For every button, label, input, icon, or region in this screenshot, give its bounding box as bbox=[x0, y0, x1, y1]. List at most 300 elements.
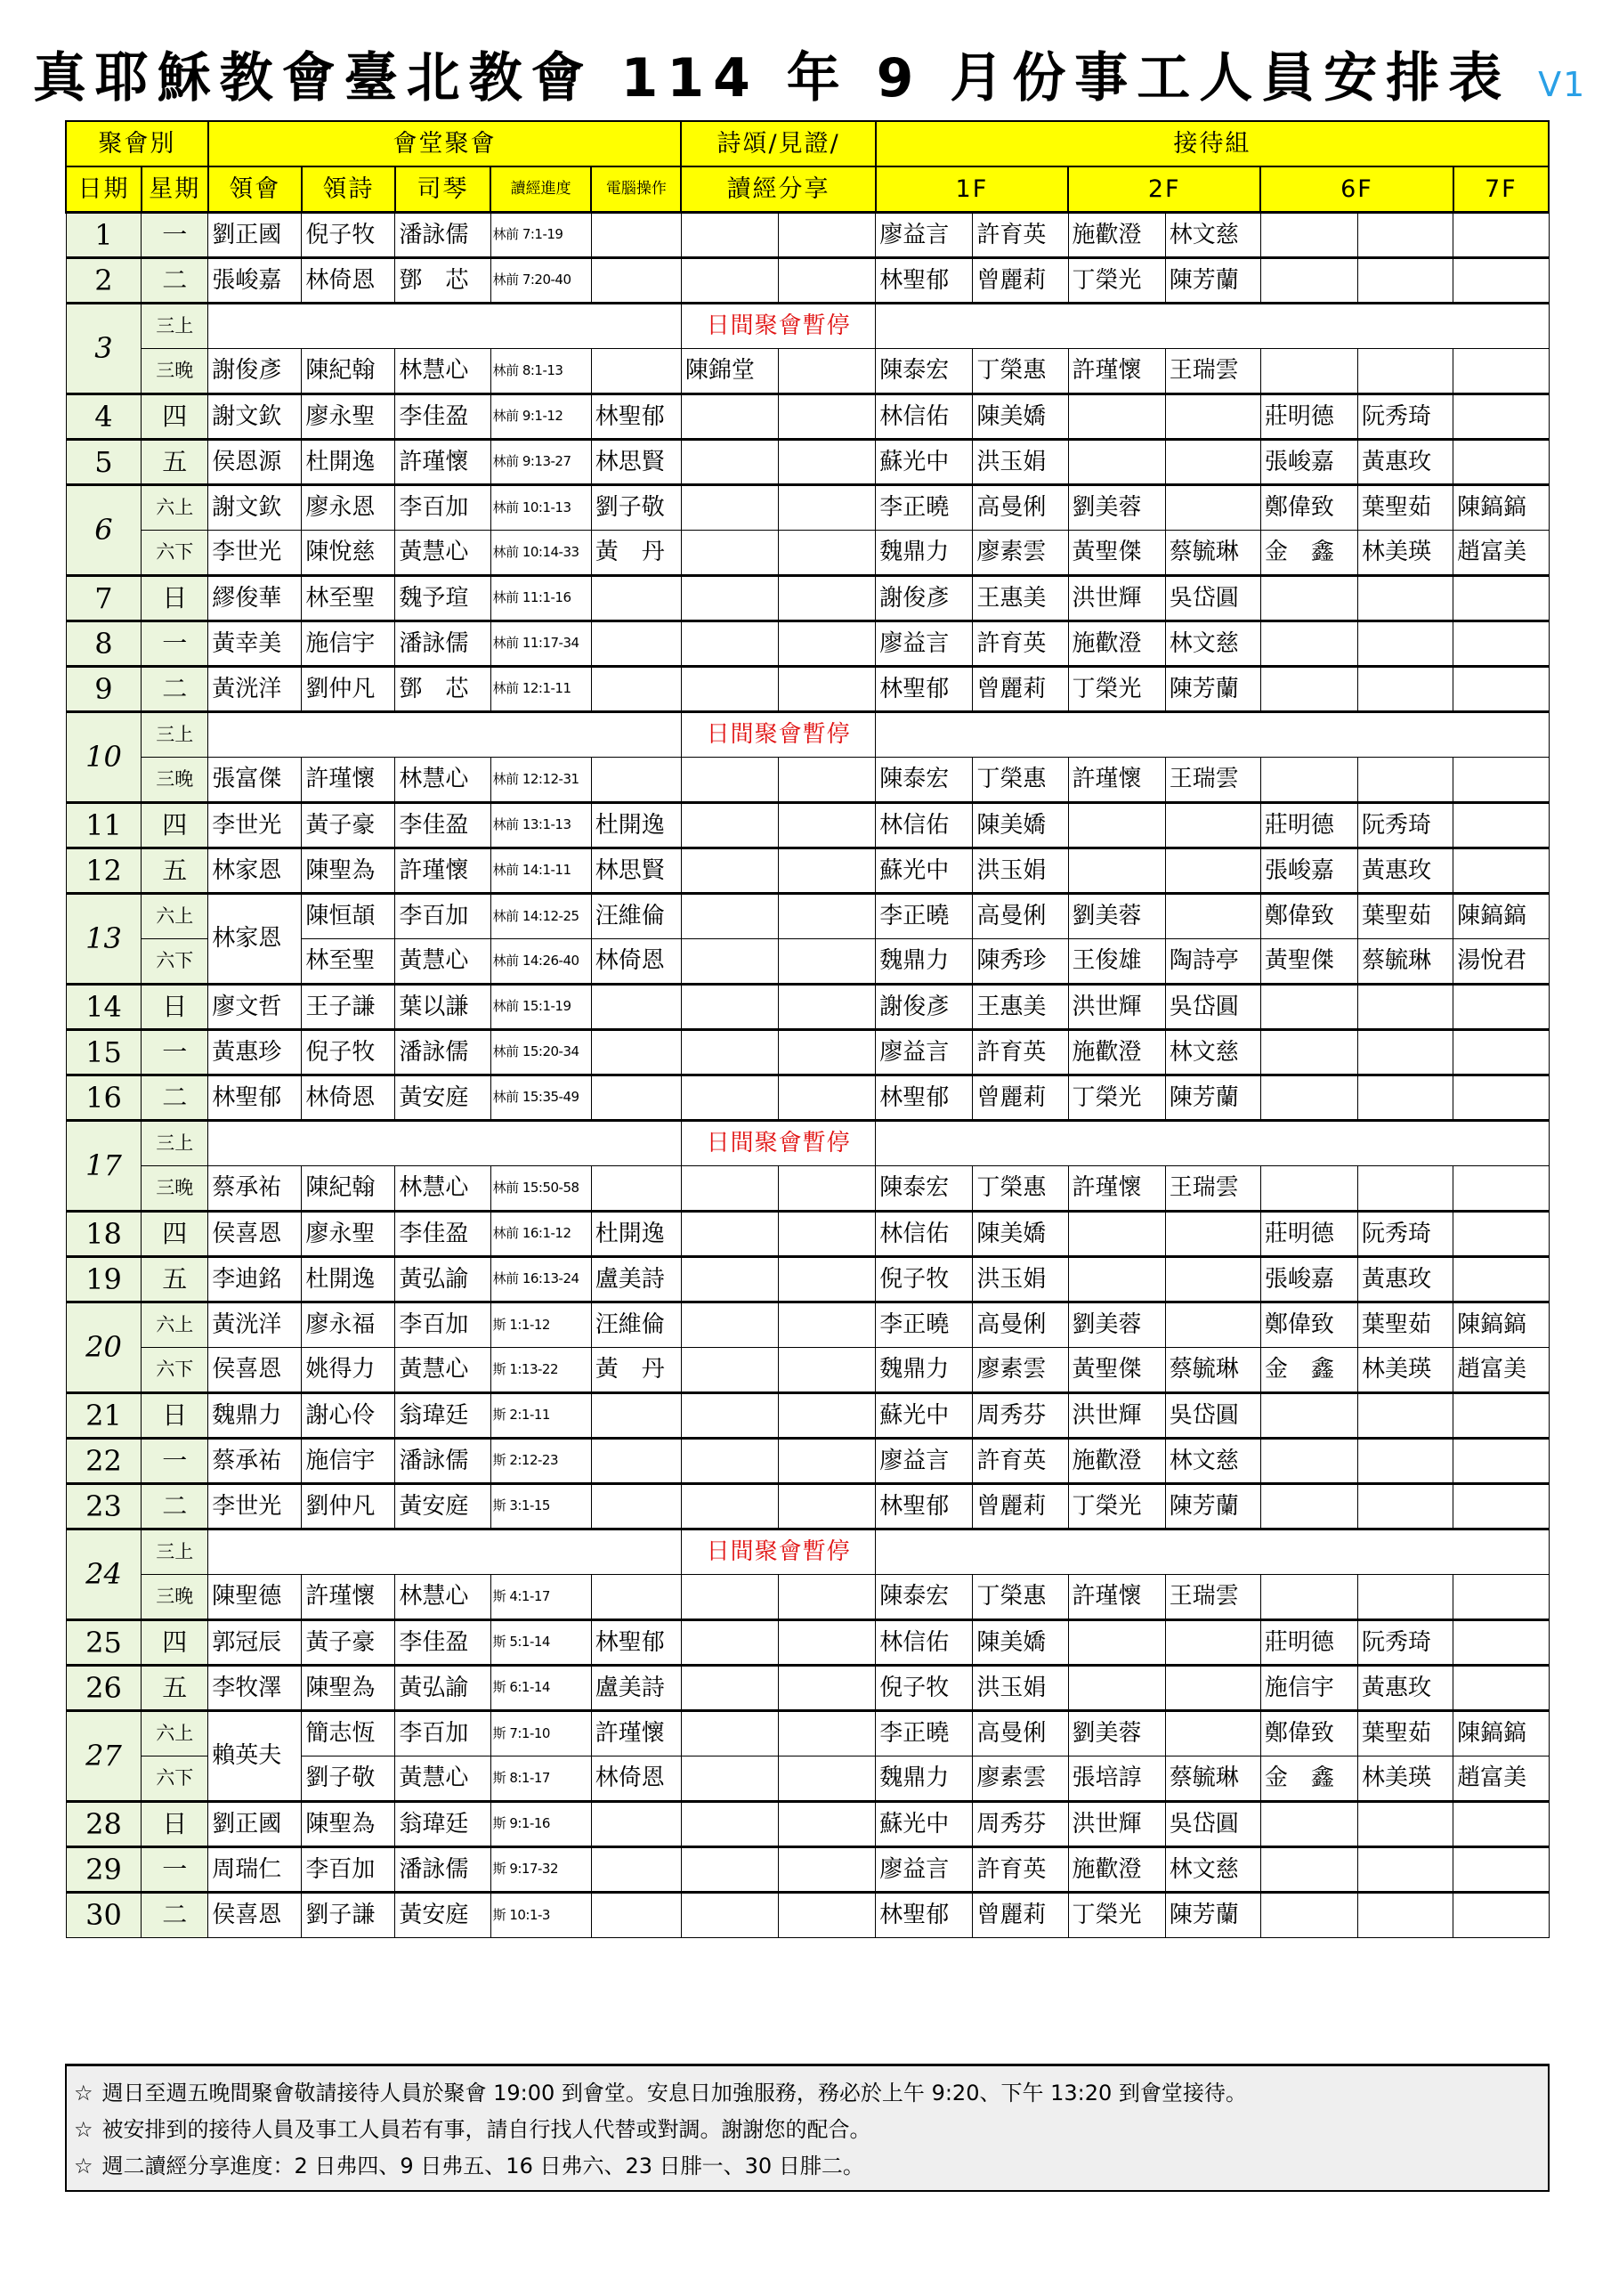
note-line: ☆ 週日至週五晚間聚會敬請接待人員於聚會 19:00 到會堂。安息日加強服務，務必於上午 9:20、下午 13:20 到會堂接待。 bbox=[74, 2081, 1247, 2105]
reception-1f-cell: 林聖郁 bbox=[876, 1075, 973, 1120]
schedule-row bbox=[66, 1801, 1549, 1846]
date-cell: 5 bbox=[66, 439, 142, 484]
sharing-cell bbox=[681, 1756, 778, 1801]
reception-7f-cell bbox=[1453, 984, 1549, 1029]
reception-6f-cell: 莊明德 bbox=[1260, 393, 1357, 439]
hymn-leader-cell: 施信宇 bbox=[302, 1438, 395, 1483]
sharing-cell bbox=[779, 1029, 876, 1075]
service-leader-cell: 李迪銘 bbox=[208, 1256, 302, 1302]
reception-6f-cell bbox=[1357, 1846, 1453, 1892]
sharing-cell bbox=[779, 1438, 876, 1483]
pianist-cell: 潘詠儒 bbox=[395, 1846, 490, 1892]
reception-1f-cell: 陳泰宏 bbox=[876, 1574, 973, 1619]
date-cell: 15 bbox=[66, 1029, 142, 1075]
reception-2f-cell: 陳芳蘭 bbox=[1165, 666, 1260, 711]
reception-1f-cell: 林聖郁 bbox=[876, 1892, 973, 1937]
pianist-cell: 黃慧心 bbox=[395, 1347, 490, 1392]
computer-operator-cell: 林思賢 bbox=[591, 848, 681, 893]
schedule-row bbox=[66, 1075, 1549, 1120]
empty-cell bbox=[208, 303, 682, 348]
reception-1f-cell: 王惠美 bbox=[973, 575, 1068, 621]
weekday-cell: 一 bbox=[142, 1438, 208, 1483]
computer-operator-cell: 林聖郁 bbox=[591, 393, 681, 439]
reception-2f-cell bbox=[1165, 893, 1260, 938]
computer-operator-cell bbox=[591, 348, 681, 393]
date-cell: 26 bbox=[66, 1665, 142, 1710]
sharing-cell bbox=[779, 938, 876, 984]
weekday-cell: 二 bbox=[142, 1892, 208, 1937]
schedule-row bbox=[66, 575, 1549, 621]
reading-progress-cell: 斯 9:17-32 bbox=[490, 1846, 591, 1892]
reading-progress-cell: 斯 2:1-11 bbox=[490, 1392, 591, 1438]
schedule-row bbox=[66, 1302, 1549, 1347]
sharing-cell bbox=[681, 1665, 778, 1710]
computer-operator-cell bbox=[591, 1846, 681, 1892]
header-reading-progress: 讀經進度 bbox=[490, 166, 591, 212]
reception-7f-cell bbox=[1453, 1619, 1549, 1665]
hymn-leader-cell: 施信宇 bbox=[302, 621, 395, 666]
weekday-cell: 日 bbox=[142, 984, 208, 1029]
weekday-cell: 二 bbox=[142, 666, 208, 711]
sharing-cell bbox=[681, 257, 778, 303]
reception-2f-cell bbox=[1165, 1619, 1260, 1665]
hymn-leader-cell: 倪子牧 bbox=[302, 212, 395, 257]
hymn-leader-cell: 王子謙 bbox=[302, 984, 395, 1029]
reception-6f-cell: 莊明德 bbox=[1260, 1211, 1357, 1256]
reception-6f-cell bbox=[1357, 1892, 1453, 1937]
reception-1f-cell: 許育英 bbox=[973, 212, 1068, 257]
reception-1f-cell: 曾麗莉 bbox=[973, 1892, 1068, 1937]
pianist-cell: 許瑾懷 bbox=[395, 439, 490, 484]
sharing-cell bbox=[681, 666, 778, 711]
reception-1f-cell: 王惠美 bbox=[973, 984, 1068, 1029]
reception-2f-cell: 劉美蓉 bbox=[1068, 1710, 1165, 1756]
reception-6f-cell bbox=[1260, 1075, 1357, 1120]
header-hymn-sharing-top: 詩頌/見證/ bbox=[681, 121, 875, 166]
sharing-cell bbox=[681, 575, 778, 621]
weekday-cell: 一 bbox=[142, 1846, 208, 1892]
reception-2f-cell: 黃聖傑 bbox=[1068, 1347, 1165, 1392]
date-cell: 25 bbox=[66, 1619, 142, 1665]
pianist-cell: 黃安庭 bbox=[395, 1483, 490, 1529]
reception-2f-cell: 劉美蓉 bbox=[1068, 1302, 1165, 1347]
reception-6f-cell bbox=[1357, 1438, 1453, 1483]
reception-1f-cell: 廖素雲 bbox=[973, 1347, 1068, 1392]
hymn-leader-cell: 劉仲凡 bbox=[302, 1483, 395, 1529]
sharing-cell bbox=[779, 621, 876, 666]
reception-1f-cell: 陳美嬌 bbox=[973, 802, 1068, 848]
empty-cell bbox=[208, 1120, 682, 1165]
date-cell: 30 bbox=[66, 1892, 142, 1937]
schedule-row bbox=[66, 848, 1549, 893]
weekday-cell: 六上 bbox=[142, 1710, 208, 1756]
reception-6f-cell bbox=[1260, 1574, 1357, 1619]
reception-2f-cell: 林文慈 bbox=[1165, 621, 1260, 666]
schedule-row bbox=[66, 303, 1549, 348]
reception-1f-cell: 魏鼎力 bbox=[876, 530, 973, 575]
pianist-cell: 鄧 芯 bbox=[395, 666, 490, 711]
reception-1f-cell: 林聖郁 bbox=[876, 257, 973, 303]
reception-6f-cell bbox=[1260, 575, 1357, 621]
reception-2f-cell: 施歡澄 bbox=[1068, 1029, 1165, 1075]
reception-7f-cell bbox=[1453, 1846, 1549, 1892]
reception-1f-cell: 林信佑 bbox=[876, 1619, 973, 1665]
computer-operator-cell bbox=[591, 1165, 681, 1211]
reading-progress-cell: 林前 15:35-49 bbox=[490, 1075, 591, 1120]
reading-progress-cell: 林前 10:1-13 bbox=[490, 484, 591, 530]
date-cell: 14 bbox=[66, 984, 142, 1029]
reception-6f-cell bbox=[1260, 257, 1357, 303]
reading-progress-cell: 林前 16:13-24 bbox=[490, 1256, 591, 1302]
reception-6f-cell: 葉聖茹 bbox=[1357, 893, 1453, 938]
weekday-cell: 五 bbox=[142, 439, 208, 484]
service-leader-cell: 繆俊華 bbox=[208, 575, 302, 621]
reception-6f-cell bbox=[1260, 666, 1357, 711]
reception-6f-cell bbox=[1357, 1029, 1453, 1075]
reception-2f-cell: 洪世輝 bbox=[1068, 1801, 1165, 1846]
hymn-leader-cell: 許瑾懷 bbox=[302, 757, 395, 802]
reception-7f-cell bbox=[1453, 1665, 1549, 1710]
reception-7f-cell: 陳鎬鎬 bbox=[1453, 893, 1549, 938]
sharing-cell bbox=[779, 1801, 876, 1846]
sharing-cell bbox=[681, 1619, 778, 1665]
sharing-cell bbox=[779, 757, 876, 802]
reception-2f-cell: 施歡澄 bbox=[1068, 621, 1165, 666]
hymn-leader-cell: 姚得力 bbox=[302, 1347, 395, 1392]
reception-2f-cell: 洪世輝 bbox=[1068, 1392, 1165, 1438]
sharing-cell bbox=[779, 530, 876, 575]
reception-1f-cell: 陳泰宏 bbox=[876, 348, 973, 393]
reading-progress-cell: 林前 14:1-11 bbox=[490, 848, 591, 893]
sharing-cell bbox=[681, 802, 778, 848]
hymn-leader-cell: 廖永恩 bbox=[302, 484, 395, 530]
version-label: V1 bbox=[1538, 65, 1587, 104]
service-leader-cell: 林家恩 bbox=[208, 893, 302, 984]
service-leader-cell: 侯喜恩 bbox=[208, 1892, 302, 1937]
date-cell: 19 bbox=[66, 1256, 142, 1302]
reception-6f-cell bbox=[1260, 1483, 1357, 1529]
pianist-cell: 黃慧心 bbox=[395, 1756, 490, 1801]
reception-1f-cell: 林聖郁 bbox=[876, 1483, 973, 1529]
weekday-cell: 五 bbox=[142, 1665, 208, 1710]
reception-2f-cell bbox=[1068, 1211, 1165, 1256]
reception-6f-cell: 鄭偉致 bbox=[1260, 893, 1357, 938]
suspended-notice: 日間聚會暫停 bbox=[681, 711, 875, 757]
reading-progress-cell: 斯 7:1-10 bbox=[490, 1710, 591, 1756]
sharing-cell bbox=[681, 1302, 778, 1347]
service-leader-cell: 林家恩 bbox=[208, 848, 302, 893]
computer-operator-cell bbox=[591, 757, 681, 802]
reception-2f-cell: 林文慈 bbox=[1165, 1029, 1260, 1075]
sharing-cell bbox=[779, 1165, 876, 1211]
reception-2f-cell bbox=[1165, 1710, 1260, 1756]
reception-6f-cell bbox=[1260, 984, 1357, 1029]
service-leader-cell: 蔡承祐 bbox=[208, 1438, 302, 1483]
hymn-leader-cell: 簡志恆 bbox=[302, 1710, 395, 1756]
weekday-cell: 四 bbox=[142, 1619, 208, 1665]
empty-cell bbox=[876, 711, 1549, 757]
schedule-row bbox=[66, 1347, 1549, 1392]
reception-7f-cell bbox=[1453, 1029, 1549, 1075]
reception-1f-cell: 丁榮惠 bbox=[973, 348, 1068, 393]
reception-1f-cell: 陳泰宏 bbox=[876, 757, 973, 802]
reception-2f-cell: 丁榮光 bbox=[1068, 1892, 1165, 1937]
sharing-cell bbox=[779, 439, 876, 484]
reception-2f-cell: 施歡澄 bbox=[1068, 1846, 1165, 1892]
pianist-cell: 黃安庭 bbox=[395, 1892, 490, 1937]
hymn-leader-cell: 廖永聖 bbox=[302, 393, 395, 439]
pianist-cell: 翁瑋廷 bbox=[395, 1392, 490, 1438]
reception-6f-cell bbox=[1357, 984, 1453, 1029]
reception-7f-cell bbox=[1453, 621, 1549, 666]
reception-2f-cell: 王俊雄 bbox=[1068, 938, 1165, 984]
service-leader-cell: 謝文欽 bbox=[208, 484, 302, 530]
reception-2f-cell bbox=[1068, 848, 1165, 893]
weekday-cell: 三上 bbox=[142, 711, 208, 757]
reception-1f-cell: 許育英 bbox=[973, 1846, 1068, 1892]
reception-6f-cell bbox=[1357, 212, 1453, 257]
reception-6f-cell bbox=[1260, 1438, 1357, 1483]
reception-7f-cell: 湯悅君 bbox=[1453, 938, 1549, 984]
hymn-leader-cell: 陳聖為 bbox=[302, 1801, 395, 1846]
sharing-cell bbox=[779, 393, 876, 439]
sharing-cell bbox=[779, 848, 876, 893]
reception-6f-cell bbox=[1357, 757, 1453, 802]
reception-7f-cell bbox=[1453, 1892, 1549, 1937]
pianist-cell: 李百加 bbox=[395, 484, 490, 530]
reception-7f-cell bbox=[1453, 848, 1549, 893]
reception-1f-cell: 廖素雲 bbox=[973, 530, 1068, 575]
service-leader-cell: 黃幸美 bbox=[208, 621, 302, 666]
reception-7f-cell: 陳鎬鎬 bbox=[1453, 1302, 1549, 1347]
sharing-cell bbox=[779, 1075, 876, 1120]
service-leader-cell: 蔡承祐 bbox=[208, 1165, 302, 1211]
sharing-cell bbox=[681, 984, 778, 1029]
reception-1f-cell: 廖益言 bbox=[876, 212, 973, 257]
reception-1f-cell: 周秀芬 bbox=[973, 1392, 1068, 1438]
service-leader-cell: 李牧澤 bbox=[208, 1665, 302, 1710]
reception-7f-cell bbox=[1453, 348, 1549, 393]
computer-operator-cell: 黃 丹 bbox=[591, 1347, 681, 1392]
reading-progress-cell: 林前 11:17-34 bbox=[490, 621, 591, 666]
date-cell: 24 bbox=[66, 1529, 142, 1619]
computer-operator-cell bbox=[591, 1392, 681, 1438]
reception-6f-cell: 黃惠玫 bbox=[1357, 848, 1453, 893]
weekday-cell: 六上 bbox=[142, 1302, 208, 1347]
date-cell: 10 bbox=[66, 711, 142, 802]
reception-1f-cell: 洪玉娟 bbox=[973, 1256, 1068, 1302]
reception-1f-cell: 魏鼎力 bbox=[876, 938, 973, 984]
hymn-leader-cell: 陳恒頡 bbox=[302, 893, 395, 938]
reception-1f-cell: 陳美嬌 bbox=[973, 1619, 1068, 1665]
reception-2f-cell: 王瑞雲 bbox=[1165, 1574, 1260, 1619]
reception-2f-cell: 吳岱圓 bbox=[1165, 575, 1260, 621]
computer-operator-cell: 林聖郁 bbox=[591, 1619, 681, 1665]
reception-1f-cell: 魏鼎力 bbox=[876, 1756, 973, 1801]
reception-6f-cell: 金 鑫 bbox=[1260, 1756, 1357, 1801]
sharing-cell bbox=[681, 848, 778, 893]
reception-1f-cell: 廖益言 bbox=[876, 1029, 973, 1075]
weekday-cell: 日 bbox=[142, 575, 208, 621]
reception-1f-cell: 蘇光中 bbox=[876, 848, 973, 893]
reception-6f-cell: 林美瑛 bbox=[1357, 530, 1453, 575]
date-cell: 27 bbox=[66, 1710, 142, 1801]
date-cell: 18 bbox=[66, 1211, 142, 1256]
sharing-cell bbox=[681, 1438, 778, 1483]
weekday-cell: 六下 bbox=[142, 530, 208, 575]
pianist-cell: 林慧心 bbox=[395, 1165, 490, 1211]
computer-operator-cell: 汪維倫 bbox=[591, 893, 681, 938]
service-leader-cell: 劉正國 bbox=[208, 1801, 302, 1846]
pianist-cell: 許瑾懷 bbox=[395, 848, 490, 893]
schedule-row bbox=[66, 666, 1549, 711]
date-cell: 11 bbox=[66, 802, 142, 848]
pianist-cell: 李佳盈 bbox=[395, 1619, 490, 1665]
service-leader-cell: 侯恩源 bbox=[208, 439, 302, 484]
reception-6f-cell: 阮秀琦 bbox=[1357, 393, 1453, 439]
reception-6f-cell: 黃惠玫 bbox=[1357, 1256, 1453, 1302]
computer-operator-cell: 杜開逸 bbox=[591, 802, 681, 848]
reception-2f-cell bbox=[1165, 1302, 1260, 1347]
reception-2f-cell bbox=[1165, 393, 1260, 439]
reception-6f-cell bbox=[1260, 621, 1357, 666]
hymn-leader-cell: 林倚恩 bbox=[302, 257, 395, 303]
hymn-leader-cell: 林至聖 bbox=[302, 938, 395, 984]
reception-1f-cell: 周秀芬 bbox=[973, 1801, 1068, 1846]
hymn-leader-cell: 林至聖 bbox=[302, 575, 395, 621]
header-floor-7: 7F bbox=[1453, 166, 1549, 212]
service-leader-cell: 謝文欽 bbox=[208, 393, 302, 439]
reception-2f-cell bbox=[1165, 1256, 1260, 1302]
reading-progress-cell: 林前 7:1-19 bbox=[490, 212, 591, 257]
sharing-cell bbox=[779, 1483, 876, 1529]
schedule-row bbox=[66, 1529, 1549, 1574]
reading-progress-cell: 林前 10:14-33 bbox=[490, 530, 591, 575]
reception-6f-cell bbox=[1357, 666, 1453, 711]
schedule-row bbox=[66, 1165, 1549, 1211]
computer-operator-cell bbox=[591, 575, 681, 621]
service-leader-cell: 賴英夫 bbox=[208, 1710, 302, 1801]
schedule-row bbox=[66, 1029, 1549, 1075]
reading-progress-cell: 斯 2:12-23 bbox=[490, 1438, 591, 1483]
date-cell: 3 bbox=[66, 303, 142, 393]
sharing-cell bbox=[681, 1029, 778, 1075]
schedule-row bbox=[66, 484, 1549, 530]
reception-1f-cell: 廖益言 bbox=[876, 1846, 973, 1892]
hymn-leader-cell: 李百加 bbox=[302, 1846, 395, 1892]
star-icon: ☆ bbox=[74, 2081, 93, 2105]
hymn-leader-cell: 杜開逸 bbox=[302, 1256, 395, 1302]
computer-operator-cell: 盧美詩 bbox=[591, 1256, 681, 1302]
header-row-bottom bbox=[66, 166, 1549, 212]
pianist-cell: 潘詠儒 bbox=[395, 621, 490, 666]
sharing-cell: 陳錦堂 bbox=[681, 348, 778, 393]
pianist-cell: 李佳盈 bbox=[395, 393, 490, 439]
reception-2f-cell: 丁榮光 bbox=[1068, 1075, 1165, 1120]
reception-1f-cell: 林信佑 bbox=[876, 1211, 973, 1256]
sharing-cell bbox=[681, 1846, 778, 1892]
title-text: 真耶穌教會臺北教會 114 年 9 月份事工人員安排表 bbox=[32, 47, 1511, 110]
reception-2f-cell bbox=[1068, 393, 1165, 439]
reading-progress-cell: 斯 1:13-22 bbox=[490, 1347, 591, 1392]
reception-1f-cell: 高曼俐 bbox=[973, 1710, 1068, 1756]
hymn-leader-cell: 倪子牧 bbox=[302, 1029, 395, 1075]
schedule-row bbox=[66, 1710, 1549, 1756]
reception-6f-cell: 蔡毓琳 bbox=[1357, 938, 1453, 984]
pianist-cell: 魏予瑄 bbox=[395, 575, 490, 621]
reception-7f-cell bbox=[1453, 393, 1549, 439]
weekday-cell: 六上 bbox=[142, 484, 208, 530]
reception-2f-cell: 吳岱圓 bbox=[1165, 1392, 1260, 1438]
sharing-cell bbox=[681, 1211, 778, 1256]
computer-operator-cell bbox=[591, 1801, 681, 1846]
reception-1f-cell: 丁榮惠 bbox=[973, 757, 1068, 802]
reception-1f-cell: 曾麗莉 bbox=[973, 257, 1068, 303]
star-icon: ☆ bbox=[74, 2117, 93, 2142]
reception-1f-cell: 洪玉娟 bbox=[973, 439, 1068, 484]
reception-6f-cell: 張峻嘉 bbox=[1260, 848, 1357, 893]
reception-2f-cell bbox=[1068, 802, 1165, 848]
reception-2f-cell: 王瑞雲 bbox=[1165, 348, 1260, 393]
reception-7f-cell bbox=[1453, 1438, 1549, 1483]
reception-7f-cell: 趙富美 bbox=[1453, 530, 1549, 575]
service-leader-cell: 林聖郁 bbox=[208, 1075, 302, 1120]
reception-6f-cell bbox=[1260, 1029, 1357, 1075]
hymn-leader-cell: 劉子敬 bbox=[302, 1756, 395, 1801]
schedule-row bbox=[66, 1892, 1549, 1937]
date-cell: 12 bbox=[66, 848, 142, 893]
weekday-cell: 四 bbox=[142, 1211, 208, 1256]
weekday-cell: 六上 bbox=[142, 893, 208, 938]
weekday-cell: 日 bbox=[142, 1801, 208, 1846]
sharing-cell bbox=[779, 575, 876, 621]
reception-1f-cell: 魏鼎力 bbox=[876, 1347, 973, 1392]
reception-2f-cell: 許瑾懷 bbox=[1068, 1165, 1165, 1211]
reception-1f-cell: 陳美嬌 bbox=[973, 393, 1068, 439]
pianist-cell: 潘詠儒 bbox=[395, 1029, 490, 1075]
weekday-cell: 二 bbox=[142, 1075, 208, 1120]
hymn-leader-cell: 黃子豪 bbox=[302, 802, 395, 848]
service-leader-cell: 李世光 bbox=[208, 530, 302, 575]
reception-2f-cell bbox=[1165, 848, 1260, 893]
computer-operator-cell bbox=[591, 257, 681, 303]
date-cell: 22 bbox=[66, 1438, 142, 1483]
reception-6f-cell: 金 鑫 bbox=[1260, 530, 1357, 575]
weekday-cell: 一 bbox=[142, 212, 208, 257]
pianist-cell: 鄧 芯 bbox=[395, 257, 490, 303]
reception-2f-cell: 丁榮光 bbox=[1068, 666, 1165, 711]
reception-2f-cell: 劉美蓉 bbox=[1068, 893, 1165, 938]
sharing-cell bbox=[681, 212, 778, 257]
sharing-cell bbox=[681, 1483, 778, 1529]
reading-progress-cell: 斯 8:1-17 bbox=[490, 1756, 591, 1801]
reception-6f-cell: 葉聖茹 bbox=[1357, 1710, 1453, 1756]
weekday-cell: 三晚 bbox=[142, 1165, 208, 1211]
computer-operator-cell: 許瑾懷 bbox=[591, 1710, 681, 1756]
reception-2f-cell: 林文慈 bbox=[1165, 1846, 1260, 1892]
date-cell: 17 bbox=[66, 1120, 142, 1211]
sharing-cell bbox=[779, 893, 876, 938]
reception-6f-cell: 林美瑛 bbox=[1357, 1756, 1453, 1801]
reading-progress-cell: 斯 10:1-3 bbox=[490, 1892, 591, 1937]
service-leader-cell: 魏鼎力 bbox=[208, 1392, 302, 1438]
reception-6f-cell: 阮秀琦 bbox=[1357, 1211, 1453, 1256]
sharing-cell bbox=[779, 1619, 876, 1665]
date-cell: 29 bbox=[66, 1846, 142, 1892]
weekday-cell: 六下 bbox=[142, 1756, 208, 1801]
reception-1f-cell: 廖素雲 bbox=[973, 1756, 1068, 1801]
schedule-row bbox=[66, 757, 1549, 802]
